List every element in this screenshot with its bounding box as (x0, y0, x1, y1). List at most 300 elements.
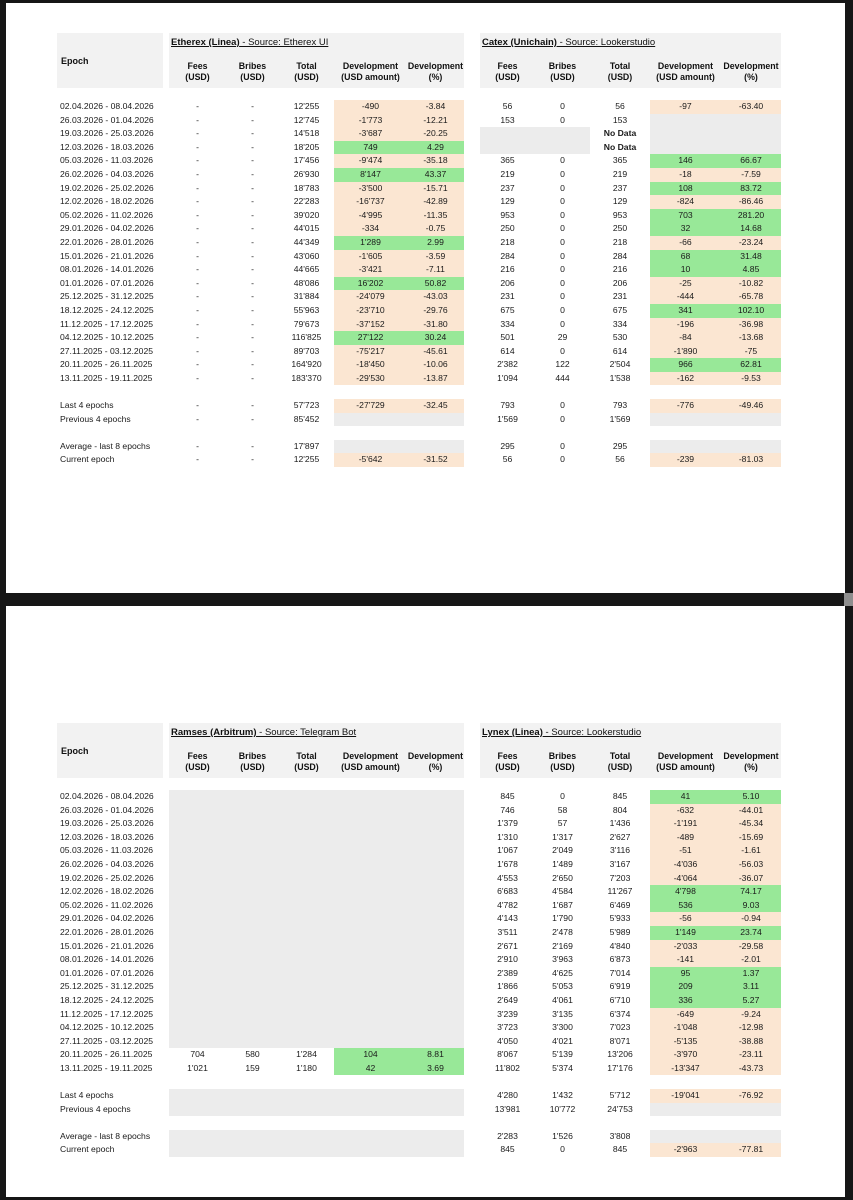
column-header-total: Total (USD) (294, 61, 319, 82)
fees-cell: 704 (190, 1049, 205, 1060)
bribes-cell: - (251, 332, 254, 343)
epoch-cell: 04.12.2025 - 10.12.2025 (60, 332, 154, 343)
dev-pct-cell: -42.89 (407, 195, 464, 209)
dev-pct-cell: -32.45 (407, 399, 464, 413)
dev-pct-cell (721, 413, 781, 427)
dev-pct-cell: -15.69 (721, 831, 781, 845)
bribes-cell: 580 (245, 1049, 260, 1060)
fees-table-bottom (57, 723, 785, 1157)
dev-amount-cell: -84 (650, 331, 721, 345)
total-cell: 250 (612, 223, 628, 234)
dev-amount-cell: -1'191 (650, 817, 721, 831)
bribes-cell (535, 141, 590, 155)
total-cell: 845 (612, 791, 628, 801)
epoch-cell: 18.12.2025 - 24.12.2025 (60, 304, 154, 315)
spacer-cell (480, 1075, 535, 1089)
summary-label: Current epoch (60, 1144, 115, 1155)
bribes-cell: 5'374 (552, 1062, 573, 1073)
total-cell: 17'176 (607, 1062, 633, 1073)
bribes-cell: - (251, 250, 254, 261)
dev-pct-cell: 4.29 (407, 141, 464, 155)
column-gap (464, 1035, 480, 1049)
total-cell: 18'783 (293, 182, 320, 193)
dev-pct-cell: 102.10 (721, 304, 781, 318)
dev-amount-cell (334, 804, 407, 818)
fees-cell: - (196, 141, 199, 152)
spacer-cell (279, 1116, 334, 1130)
spacer-cell (334, 1075, 407, 1089)
fees-cell: 216 (500, 264, 515, 275)
epoch-cell: 19.02.2026 - 25.02.2026 (60, 872, 154, 883)
total-cell (279, 1130, 334, 1144)
fees-cell: 953 (500, 209, 515, 220)
bribes-cell: - (251, 101, 254, 111)
fees-cell: 237 (500, 182, 515, 193)
fees-cell: 2'283 (497, 1130, 518, 1141)
dev-pct-cell: -12.98 (721, 1021, 781, 1035)
column-header-fees: Fees (USD) (185, 751, 210, 772)
epoch-cell: 29.01.2026 - 04.02.2026 (60, 223, 154, 234)
spacer-cell (721, 1075, 781, 1089)
dev-amount-cell: -334 (334, 222, 407, 236)
fees-cell (169, 831, 226, 845)
total-cell (279, 817, 334, 831)
total-cell: 365 (612, 155, 628, 166)
epoch-cell: 13.11.2025 - 19.11.2025 (60, 372, 153, 383)
total-cell (279, 804, 334, 818)
epoch-cell: 20.11.2025 - 26.11.2025 (60, 359, 153, 370)
fees-cell: 3'511 (497, 926, 518, 937)
bribes-cell: - (251, 372, 254, 383)
dev-amount-cell (334, 953, 407, 967)
bribes-cell: - (251, 155, 254, 166)
epoch-cell: 27.11.2025 - 03.12.2025 (60, 1035, 154, 1046)
dev-amount-cell: 68 (650, 250, 721, 264)
dev-pct-cell: -56.03 (721, 858, 781, 872)
total-cell: 3'116 (609, 845, 631, 856)
dev-pct-cell: 83.72 (721, 182, 781, 196)
epoch-cell: 05.02.2026 - 11.02.2026 (60, 899, 154, 910)
dev-pct-cell: -49.46 (721, 399, 781, 413)
total-cell (279, 980, 334, 994)
fees-cell (169, 804, 226, 818)
fees-cell: 11'802 (495, 1062, 520, 1073)
epoch-cell: 12.03.2026 - 18.03.2026 (60, 831, 154, 842)
scrollbar-thumb[interactable] (844, 593, 853, 606)
fees-cell (169, 844, 226, 858)
spacer-cell (169, 1116, 226, 1130)
bribes-cell (226, 1008, 279, 1022)
epoch-cell: 04.12.2025 - 10.12.2025 (60, 1022, 154, 1033)
fees-cell: 1'379 (497, 818, 518, 829)
section-header-lynex (480, 723, 781, 778)
fees-cell (169, 1130, 226, 1144)
dev-pct-cell: -29.58 (721, 940, 781, 954)
dev-amount-cell: -3'421 (334, 263, 407, 277)
summary-label: Average - last 8 epochs (60, 1130, 151, 1141)
dev-pct-cell (407, 790, 464, 804)
dev-amount-cell (334, 899, 407, 913)
dev-pct-cell: -23.11 (721, 1048, 781, 1062)
dev-amount-cell: -9'474 (334, 154, 407, 168)
dev-pct-cell: -45.34 (721, 817, 781, 831)
spacer-cell (57, 1075, 169, 1089)
bribes-cell: 4'584 (552, 886, 573, 897)
dev-amount-cell (334, 1130, 407, 1144)
dev-amount-cell: -18 (650, 168, 721, 182)
column-gap (464, 331, 480, 345)
dev-pct-cell (407, 899, 464, 913)
total-cell: 1'180 (296, 1062, 317, 1073)
epoch-header-box (57, 33, 163, 88)
dev-pct-cell: -38.88 (721, 1035, 781, 1049)
fees-cell: 206 (500, 277, 515, 288)
bribes-cell: - (251, 440, 254, 451)
bribes-cell: - (251, 400, 254, 411)
total-cell: 14'518 (293, 128, 320, 139)
column-header-dev-pct: Development (%) (407, 61, 464, 82)
bribes-cell: 159 (245, 1062, 260, 1073)
column-gap (464, 318, 480, 332)
dev-amount-cell: -1'773 (334, 114, 407, 128)
dev-amount-cell: -1'048 (650, 1021, 721, 1035)
fees-cell (480, 141, 535, 155)
dev-amount-cell: -56 (650, 912, 721, 926)
bribes-cell: 58 (557, 804, 568, 815)
dev-amount-cell: 41 (650, 790, 721, 804)
dev-pct-cell: -36.07 (721, 872, 781, 886)
column-header-bribes: Bribes (USD) (548, 61, 577, 82)
total-cell: 17'897 (293, 440, 320, 451)
total-cell: 7'023 (609, 1022, 631, 1033)
dev-amount-cell: -29'530 (334, 372, 407, 386)
bribes-cell: - (251, 264, 254, 275)
bribes-cell: 5'139 (552, 1049, 573, 1060)
total-cell: 116'825 (291, 332, 322, 343)
column-header-fees: Fees (USD) (495, 751, 520, 772)
fees-cell (169, 1035, 226, 1049)
bribes-cell: 1'526 (552, 1130, 573, 1141)
dev-pct-cell: -76.92 (721, 1089, 781, 1103)
protocol-source: - Source: Telegram Bot (256, 727, 357, 738)
total-cell: 12'745 (293, 114, 320, 125)
fees-cell: 334 (500, 318, 515, 329)
fees-cell: 614 (500, 345, 515, 356)
summary-label: Previous 4 epochs (60, 413, 131, 424)
total-cell: 129 (612, 196, 628, 207)
dev-pct-cell: -77.81 (721, 1143, 781, 1157)
total-cell (279, 1008, 334, 1022)
column-header-dev-amount: Development (USD amount) (341, 751, 400, 772)
dev-amount-cell: -239 (650, 453, 721, 467)
column-gap (464, 358, 480, 372)
column-header-total: Total (USD) (607, 61, 633, 82)
fees-cell: 1'067 (497, 845, 518, 856)
epoch-cell: 01.01.2026 - 07.01.2026 (60, 967, 154, 978)
dev-pct-cell: -23.24 (721, 236, 781, 250)
fees-cell (169, 858, 226, 872)
dev-amount-cell (650, 114, 721, 128)
fees-cell: 746 (500, 804, 515, 815)
column-header-dev-amount: Development (USD amount) (341, 61, 400, 82)
spacer-cell (535, 385, 590, 399)
column-gap (464, 994, 480, 1008)
total-cell: 44'665 (293, 264, 320, 275)
total-cell: 530 (612, 332, 628, 343)
column-header-total: Total (USD) (607, 751, 633, 772)
dev-amount-cell: -776 (650, 399, 721, 413)
fees-cell (169, 967, 226, 981)
fees-cell: 153 (500, 114, 515, 125)
dev-pct-cell: -31.80 (407, 318, 464, 332)
bribes-cell: 1'432 (552, 1090, 573, 1101)
fees-cell: 4'143 (497, 913, 518, 924)
spreadsheet-page-2 (6, 606, 845, 1197)
column-gap (464, 236, 480, 250)
fees-cell: - (196, 182, 199, 193)
dev-amount-cell (334, 967, 407, 981)
total-cell: 48'086 (293, 277, 320, 288)
dev-amount-cell: -632 (650, 804, 721, 818)
fees-cell (169, 980, 226, 994)
total-cell (279, 1035, 334, 1049)
protocol-name: Ramses (Arbitrum) (171, 727, 257, 738)
dev-amount-cell (650, 440, 721, 454)
bribes-cell: - (251, 304, 254, 315)
protocol-name: Etherex (Linea) (171, 37, 240, 48)
bribes-cell: 4'021 (552, 1035, 573, 1046)
fees-cell: - (196, 209, 199, 220)
bribes-cell: - (251, 236, 254, 247)
fees-cell: - (196, 304, 199, 315)
dev-pct-cell (407, 804, 464, 818)
fees-cell: 1'094 (497, 372, 518, 383)
dev-amount-cell (334, 994, 407, 1008)
bribes-cell: 0 (560, 196, 565, 207)
spacer-cell (721, 1116, 781, 1130)
fees-cell: 219 (500, 168, 515, 179)
fees-cell: 1'866 (497, 981, 518, 992)
dev-amount-cell: -16'737 (334, 195, 407, 209)
total-cell: 3'808 (609, 1130, 631, 1141)
total-cell: 11'267 (607, 886, 633, 897)
column-gap (464, 440, 480, 454)
total-cell: 8'071 (609, 1035, 631, 1046)
dev-pct-cell: -3.59 (407, 250, 464, 264)
dev-pct-cell: -1.61 (721, 844, 781, 858)
dev-pct-cell (407, 1103, 464, 1117)
column-gap (464, 723, 480, 778)
total-cell: 284 (612, 250, 628, 261)
epoch-cell: 12.02.2026 - 18.02.2026 (60, 886, 154, 897)
table-rows (57, 790, 785, 1157)
total-cell: 804 (612, 804, 628, 815)
dev-pct-cell (407, 885, 464, 899)
bribes-cell: 2'478 (552, 926, 573, 937)
bribes-cell: 10'772 (549, 1103, 576, 1114)
column-gap (464, 263, 480, 277)
fees-cell: 1'678 (497, 858, 518, 869)
bribes-cell: 0 (560, 791, 565, 801)
total-cell: 56 (615, 101, 625, 111)
section-header-catex (480, 33, 781, 88)
dev-amount-cell: -141 (650, 953, 721, 967)
column-header-bribes: Bribes (USD) (238, 61, 267, 82)
bribes-cell: - (251, 114, 254, 125)
dev-amount-cell (334, 1089, 407, 1103)
dev-pct-cell: 4.85 (721, 263, 781, 277)
fees-cell: - (196, 128, 199, 139)
dev-pct-cell: -2.01 (721, 953, 781, 967)
dev-pct-cell (407, 912, 464, 926)
bribes-cell: - (251, 182, 254, 193)
dev-amount-cell: -489 (650, 831, 721, 845)
total-cell: 295 (612, 440, 628, 451)
spacer-cell (279, 385, 334, 399)
epoch-cell: 19.03.2026 - 25.03.2026 (60, 128, 154, 139)
dev-pct-cell (407, 940, 464, 954)
fees-cell: 218 (500, 236, 515, 247)
dev-amount-cell: -37'152 (334, 318, 407, 332)
bribes-cell: 0 (560, 155, 565, 166)
table-header (57, 33, 785, 88)
total-cell (279, 1143, 334, 1157)
column-gap (464, 844, 480, 858)
bribes-cell: 1'317 (552, 831, 573, 842)
dev-amount-cell: 95 (650, 967, 721, 981)
dev-pct-cell: -10.06 (407, 358, 464, 372)
dev-amount-cell: 703 (650, 209, 721, 223)
epoch-cell: 13.11.2025 - 19.11.2025 (60, 1062, 153, 1073)
epoch-cell: 18.12.2025 - 24.12.2025 (60, 994, 154, 1005)
dev-amount-cell (650, 1130, 721, 1144)
column-gap (464, 1103, 480, 1117)
dev-pct-cell: -36.98 (721, 318, 781, 332)
fees-cell: 845 (500, 791, 515, 801)
dev-pct-cell: 23.74 (721, 926, 781, 940)
dev-amount-cell: -490 (334, 100, 407, 114)
bribes-cell: 5'053 (552, 981, 573, 992)
bribes-cell: 444 (555, 372, 570, 383)
dev-pct-cell (407, 1143, 464, 1157)
total-cell: 237 (612, 182, 628, 193)
dev-amount-cell: -2'963 (650, 1143, 721, 1157)
dev-pct-cell: 43.37 (407, 168, 464, 182)
column-gap (464, 940, 480, 954)
total-cell: 12'255 (293, 454, 320, 465)
bribes-cell (226, 804, 279, 818)
bribes-cell: 1'489 (552, 858, 573, 869)
dev-amount-cell (650, 1103, 721, 1117)
spacer-cell (480, 426, 535, 440)
dev-pct-cell: -11.35 (407, 209, 464, 223)
total-cell: 6'873 (609, 954, 631, 965)
bribes-cell (535, 127, 590, 141)
dev-amount-cell (334, 831, 407, 845)
bribes-cell: 29 (557, 332, 568, 343)
dev-amount-cell: -3'500 (334, 182, 407, 196)
bribes-cell: - (251, 128, 254, 139)
total-cell: 793 (612, 400, 628, 411)
dev-amount-cell: 104 (334, 1048, 407, 1062)
dev-pct-cell: -10.82 (721, 277, 781, 291)
epoch-cell: 08.01.2026 - 14.01.2026 (60, 264, 154, 275)
total-cell: 218 (612, 236, 628, 247)
fees-cell (169, 1103, 226, 1117)
total-cell: 6'710 (609, 994, 631, 1005)
spacer-cell (57, 1116, 169, 1130)
dev-amount-cell: -5'642 (334, 453, 407, 467)
spacer-cell (650, 385, 721, 399)
column-gap (464, 33, 480, 88)
dev-pct-cell (407, 831, 464, 845)
dev-pct-cell (407, 1130, 464, 1144)
total-cell (279, 926, 334, 940)
dev-amount-cell: -18'450 (334, 358, 407, 372)
fees-cell: 501 (500, 332, 515, 343)
dev-amount-cell: -4'036 (650, 858, 721, 872)
column-gap (464, 372, 480, 386)
fees-cell: 56 (502, 454, 513, 465)
spacer-cell (590, 1075, 650, 1089)
bribes-cell (226, 1143, 279, 1157)
fees-cell: 129 (500, 196, 515, 207)
dev-amount-cell (334, 1008, 407, 1022)
bribes-cell (226, 953, 279, 967)
dev-amount-cell: -19'041 (650, 1089, 721, 1103)
spacer-cell (464, 1116, 480, 1130)
protocol-source: - Source: Etherex UI (239, 37, 329, 48)
dev-amount-cell: 4'798 (650, 885, 721, 899)
total-cell: 18'205 (293, 141, 320, 152)
dev-amount-cell: 16'202 (334, 277, 407, 291)
spacer-cell (590, 1116, 650, 1130)
dev-pct-cell (407, 926, 464, 940)
epoch-cell: 22.01.2026 - 28.01.2026 (60, 926, 154, 937)
total-cell (279, 994, 334, 1008)
fees-cell: - (196, 168, 199, 179)
dev-pct-cell (407, 1089, 464, 1103)
spacer-cell (279, 1075, 334, 1089)
fees-cell: - (196, 101, 199, 111)
spacer-cell (226, 1075, 279, 1089)
column-gap (464, 1130, 480, 1144)
column-gap (464, 926, 480, 940)
column-gap (464, 817, 480, 831)
bribes-cell (226, 817, 279, 831)
fees-cell: 56 (502, 101, 513, 111)
dev-amount-cell: -649 (650, 1008, 721, 1022)
total-cell: 7'014 (609, 967, 631, 978)
section-title-lynex (480, 723, 781, 738)
bribes-cell (226, 1103, 279, 1117)
fees-cell: - (196, 277, 199, 288)
fees-cell (169, 1008, 226, 1022)
total-cell: 24'753 (607, 1103, 633, 1114)
dev-pct-cell (721, 1103, 781, 1117)
dev-amount-cell (334, 1035, 407, 1049)
dev-amount-cell (334, 1143, 407, 1157)
epoch-cell: 19.03.2026 - 25.03.2026 (60, 818, 154, 829)
dev-amount-cell (650, 413, 721, 427)
fees-cell: 2'910 (497, 954, 518, 965)
bribes-cell (226, 994, 279, 1008)
total-cell (279, 885, 334, 899)
column-gap (464, 1048, 480, 1062)
bribes-cell (226, 872, 279, 886)
fees-cell: 1'310 (497, 831, 518, 842)
total-cell: 3'167 (609, 858, 631, 869)
